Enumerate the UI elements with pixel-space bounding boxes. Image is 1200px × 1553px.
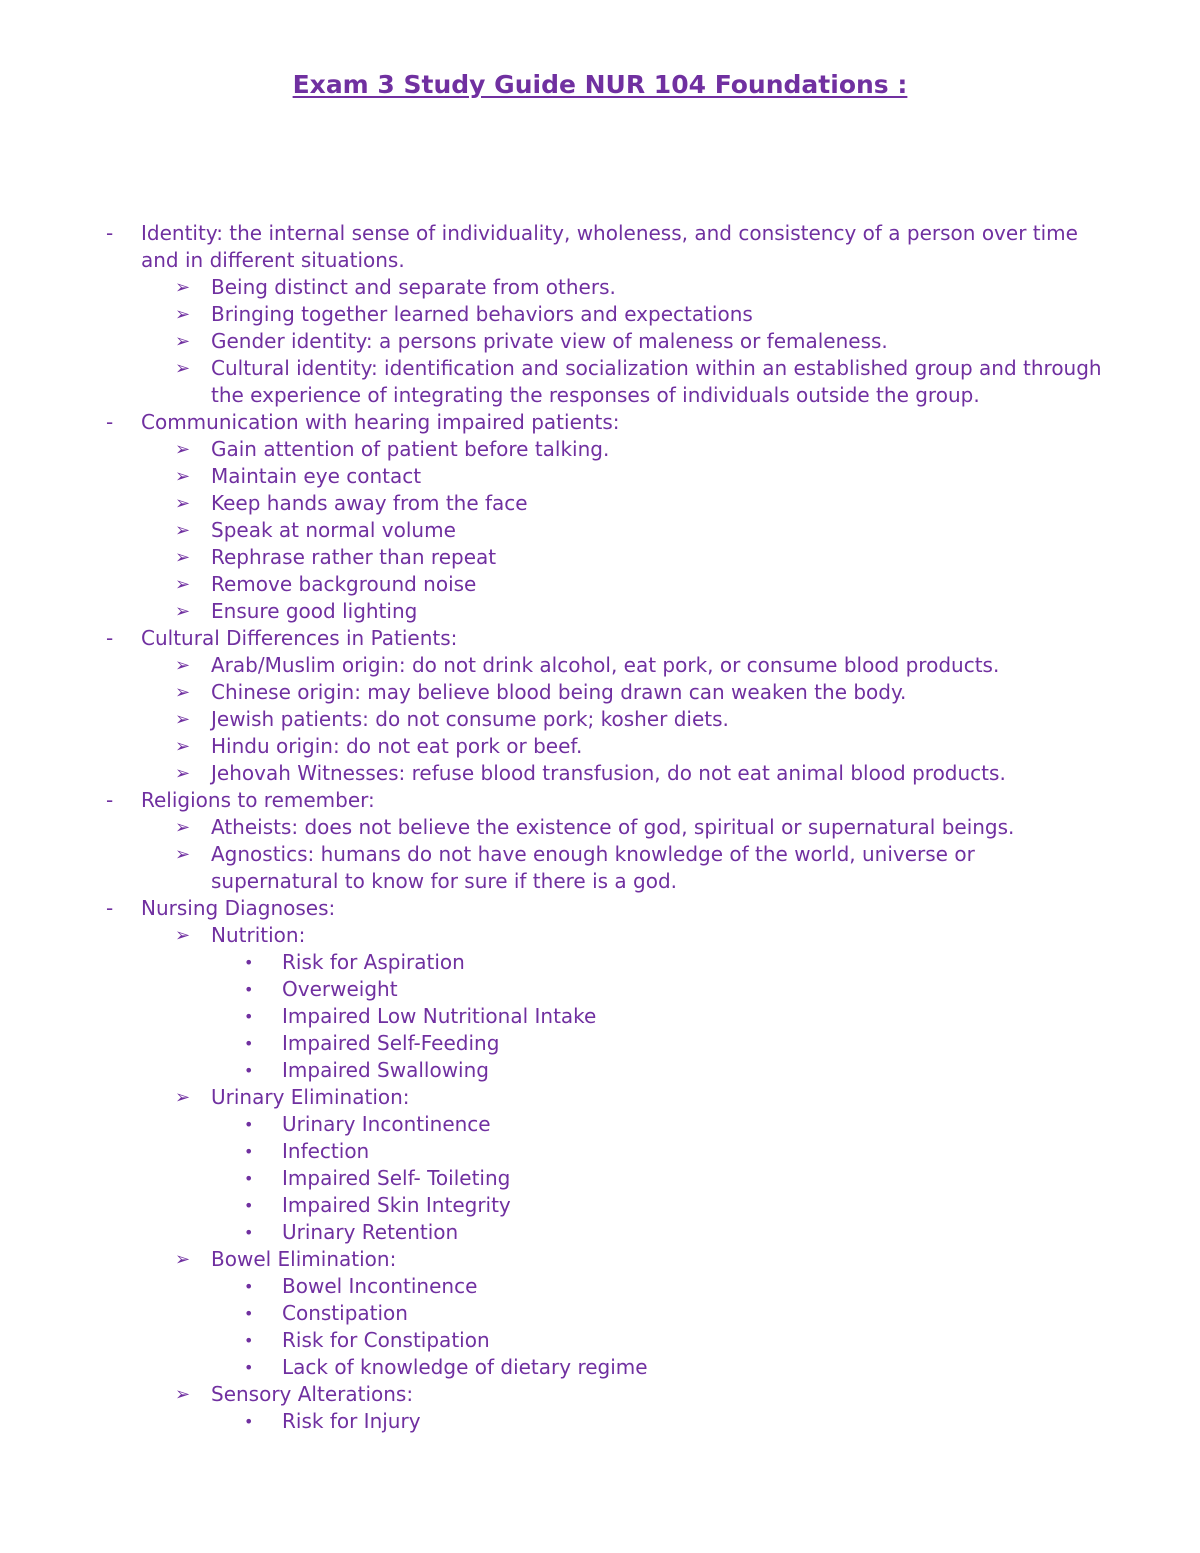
outline-item-text: Impaired Self- Toileting — [282, 1166, 511, 1190]
outline-item-level-2 — [0, 517, 1200, 544]
outline-item-level-2 — [0, 652, 1200, 679]
outline-item-level-3 — [0, 1192, 1200, 1219]
outline-item-text: Agnostics: humans do not have enough knowledge of the world, universe or supernatural to know for sure if there is a god. — [211, 842, 975, 893]
dot-bullet-icon: • — [244, 953, 254, 972]
dot-bullet-icon: • — [244, 1223, 254, 1242]
dash-marker: - — [106, 896, 114, 920]
outline-item-text: Maintain eye contact — [211, 464, 422, 488]
dot-bullet-icon: • — [244, 1061, 254, 1080]
outline-item-text: Speak at normal volume — [211, 518, 456, 542]
document-title: Exam 3 Study Guide NUR 104 Foundations : — [292, 70, 908, 99]
outline-item-level-1 — [0, 625, 1200, 652]
outline-item-level-3 — [0, 1408, 1200, 1435]
arrow-bullet-icon: ➢ — [175, 304, 191, 325]
outline-item-level-2 — [0, 598, 1200, 625]
outline-item-level-2 — [0, 814, 1200, 841]
arrow-bullet-icon: ➢ — [175, 520, 191, 541]
outline-item-text: Bowel Incontinence — [282, 1274, 478, 1298]
outline-item-text: Impaired Self-Feeding — [282, 1031, 500, 1055]
study-guide-outline — [0, 220, 1200, 1435]
dash-marker: - — [106, 626, 114, 650]
outline-item-level-3 — [0, 976, 1200, 1003]
outline-item-text: Urinary Incontinence — [282, 1112, 491, 1136]
outline-item-text: Lack of knowledge of dietary regime — [282, 1355, 648, 1379]
arrow-bullet-icon: ➢ — [175, 358, 191, 379]
outline-item-text: Arab/Muslim origin: do not drink alcohol, eat pork, or consume blood products. — [211, 653, 1000, 677]
outline-item-text: Cultural Differences in Patients: — [141, 626, 458, 650]
dot-bullet-icon: • — [244, 980, 254, 999]
outline-item-level-3 — [0, 1057, 1200, 1084]
arrow-bullet-icon: ➢ — [175, 547, 191, 568]
outline-item-level-2 — [0, 544, 1200, 571]
outline-item-text: Risk for Aspiration — [282, 950, 465, 974]
outline-item-level-3 — [0, 1003, 1200, 1030]
outline-item-level-2 — [0, 274, 1200, 301]
outline-item-level-2 — [0, 1246, 1200, 1273]
outline-item-text: Jewish patients: do not consume pork; kosher diets. — [211, 707, 729, 731]
outline-item-level-2 — [0, 355, 1200, 409]
outline-item-text: Urinary Retention — [282, 1220, 459, 1244]
outline-item-level-1 — [0, 895, 1200, 922]
outline-item-level-3 — [0, 1138, 1200, 1165]
dot-bullet-icon: • — [244, 1331, 254, 1350]
arrow-bullet-icon: ➢ — [175, 763, 191, 784]
outline-item-level-2 — [0, 733, 1200, 760]
outline-item-text: Gain attention of patient before talking. — [211, 437, 610, 461]
outline-item-text: Risk for Constipation — [282, 1328, 490, 1352]
outline-item-text: Rephrase rather than repeat — [211, 545, 497, 569]
arrow-bullet-icon: ➢ — [175, 736, 191, 757]
outline-item-level-2 — [0, 706, 1200, 733]
outline-item-text: Infection — [282, 1139, 370, 1163]
outline-item-text: Hindu origin: do not eat pork or beef. — [211, 734, 583, 758]
outline-item-text: Overweight — [282, 977, 398, 1001]
outline-item-level-1 — [0, 220, 1200, 274]
outline-item-text: Nursing Diagnoses: — [141, 896, 336, 920]
arrow-bullet-icon: ➢ — [175, 817, 191, 838]
dot-bullet-icon: • — [244, 1277, 254, 1296]
outline-item-text: Urinary Elimination: — [211, 1085, 410, 1109]
dot-bullet-icon: • — [244, 1358, 254, 1377]
dash-marker: - — [106, 410, 114, 434]
arrow-bullet-icon: ➢ — [175, 925, 191, 946]
outline-item-text: Bringing together learned behaviors and expectations — [211, 302, 753, 326]
arrow-bullet-icon: ➢ — [175, 574, 191, 595]
outline-item-level-2 — [0, 841, 1200, 895]
outline-item-level-3 — [0, 949, 1200, 976]
outline-item-text: Cultural identity: identification and socialization within an established group and through the experience of integrating the responses of individuals outside the group. — [211, 356, 1102, 407]
dash-marker: - — [106, 221, 114, 245]
arrow-bullet-icon: ➢ — [175, 466, 191, 487]
outline-item-text: Constipation — [282, 1301, 408, 1325]
outline-item-text: Communication with hearing impaired patients: — [141, 410, 620, 434]
outline-item-level-2 — [0, 571, 1200, 598]
dot-bullet-icon: • — [244, 1304, 254, 1323]
outline-item-level-2 — [0, 328, 1200, 355]
outline-item-text: Identity: the internal sense of individuality, wholeness, and consistency of a person over time and in different situations. — [141, 221, 1078, 272]
dot-bullet-icon: • — [244, 1034, 254, 1053]
outline-item-level-2 — [0, 436, 1200, 463]
arrow-bullet-icon: ➢ — [175, 655, 191, 676]
arrow-bullet-icon: ➢ — [175, 493, 191, 514]
arrow-bullet-icon: ➢ — [175, 331, 191, 352]
arrow-bullet-icon: ➢ — [175, 682, 191, 703]
outline-item-text: Keep hands away from the face — [211, 491, 528, 515]
outline-item-level-2 — [0, 301, 1200, 328]
dot-bullet-icon: • — [244, 1142, 254, 1161]
dot-bullet-icon: • — [244, 1007, 254, 1026]
outline-item-text: Sensory Alterations: — [211, 1382, 414, 1406]
outline-item-level-3 — [0, 1030, 1200, 1057]
outline-item-level-3 — [0, 1300, 1200, 1327]
outline-item-text: Chinese origin: may believe blood being drawn can weaken the body. — [211, 680, 907, 704]
arrow-bullet-icon: ➢ — [175, 1249, 191, 1270]
outline-item-text: Impaired Swallowing — [282, 1058, 489, 1082]
outline-item-text: Nutrition: — [211, 923, 306, 947]
outline-item-text: Atheists: does not believe the existence of god, spiritual or supernatural beings. — [211, 815, 1015, 839]
dot-bullet-icon: • — [244, 1412, 254, 1431]
outline-item-text: Religions to remember: — [141, 788, 375, 812]
arrow-bullet-icon: ➢ — [175, 601, 191, 622]
arrow-bullet-icon: ➢ — [175, 277, 191, 298]
outline-item-text: Jehovah Witnesses: refuse blood transfusion, do not eat animal blood products. — [211, 761, 1006, 785]
dot-bullet-icon: • — [244, 1196, 254, 1215]
outline-item-text: Remove background noise — [211, 572, 477, 596]
outline-item-level-3 — [0, 1111, 1200, 1138]
dot-bullet-icon: • — [244, 1169, 254, 1188]
outline-item-level-1 — [0, 787, 1200, 814]
outline-item-level-2 — [0, 1084, 1200, 1111]
arrow-bullet-icon: ➢ — [175, 1087, 191, 1108]
outline-item-level-1 — [0, 409, 1200, 436]
outline-item-level-2 — [0, 679, 1200, 706]
outline-item-level-2 — [0, 760, 1200, 787]
outline-item-text: Ensure good lighting — [211, 599, 418, 623]
arrow-bullet-icon: ➢ — [175, 709, 191, 730]
outline-item-level-2 — [0, 463, 1200, 490]
outline-item-level-3 — [0, 1327, 1200, 1354]
outline-item-text: Risk for Injury — [282, 1409, 421, 1433]
arrow-bullet-icon: ➢ — [175, 844, 191, 865]
arrow-bullet-icon: ➢ — [175, 439, 191, 460]
outline-item-level-2 — [0, 922, 1200, 949]
outline-item-text: Impaired Low Nutritional Intake — [282, 1004, 597, 1028]
outline-item-level-3 — [0, 1219, 1200, 1246]
outline-item-level-2 — [0, 1381, 1200, 1408]
arrow-bullet-icon: ➢ — [175, 1384, 191, 1405]
dot-bullet-icon: • — [244, 1115, 254, 1134]
outline-item-level-3 — [0, 1354, 1200, 1381]
dash-marker: - — [106, 788, 114, 812]
outline-item-text: Being distinct and separate from others. — [211, 275, 616, 299]
outline-item-text: Bowel Elimination: — [211, 1247, 397, 1271]
outline-item-level-3 — [0, 1165, 1200, 1192]
outline-item-level-3 — [0, 1273, 1200, 1300]
outline-item-level-2 — [0, 490, 1200, 517]
outline-item-text: Impaired Skin Integrity — [282, 1193, 511, 1217]
outline-item-text: Gender identity: a persons private view of maleness or femaleness. — [211, 329, 888, 353]
